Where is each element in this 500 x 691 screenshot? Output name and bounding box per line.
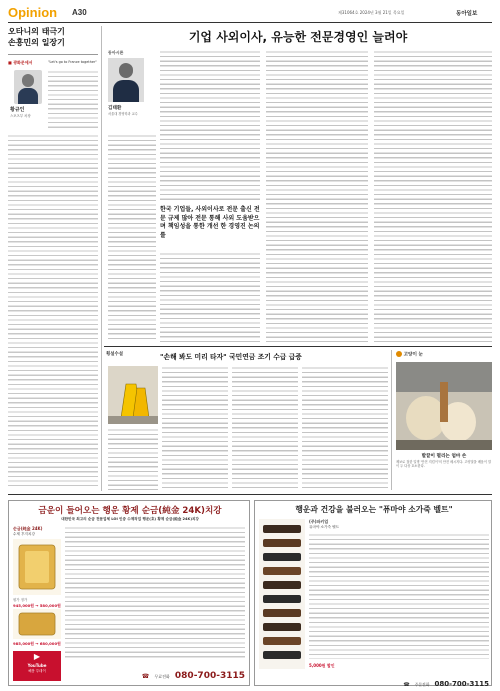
column-body <box>48 70 98 130</box>
ad-left-sub: 대한민국 최고의 순금 전문업체 LOI 인증 수제작업 행운(호) 황제 순금(純金 24K)치강 <box>61 517 199 521</box>
story-col-2 <box>232 366 298 490</box>
ad-right-price-note: 5,000원 할인 <box>309 663 335 668</box>
editorial-col-3 <box>374 50 492 342</box>
left-column <box>8 26 98 491</box>
col-label: 동아시론 <box>108 50 124 55</box>
ad-left-headline: 금운이 들어오는 행운 황제 순금(純金 24K)치강 <box>38 506 222 516</box>
belt-product-image <box>259 519 305 669</box>
issue-info: 제31064호 2024년 3월 21일 목요일 <box>338 10 405 15</box>
intro-line: "Let's go to France together" <box>48 60 97 64</box>
ad-left-phone-label: 무료전화 <box>154 674 170 679</box>
ad-left-price-2: 985,000원 → 680,000원 <box>13 641 61 646</box>
story-col-3 <box>302 366 388 490</box>
paper-name: 동아일보 <box>456 11 478 17</box>
editorial-author-role: 서울대 경영학과 교수 <box>108 112 138 116</box>
editorial-headline: 기업 사외이사, 유능한 전문경영인 늘려야 <box>188 30 408 44</box>
ad-right-body <box>309 533 489 659</box>
story-headline: "손해 봐도 미리 타자" 국민연금 조기 수급 급증 <box>160 353 302 361</box>
phone-icon: ☎ <box>141 673 150 680</box>
play-icon: ▶ <box>33 652 41 661</box>
editorial-author-block <box>108 50 156 130</box>
right-photo <box>396 362 492 450</box>
editorial-author-name: 김태환 <box>108 106 122 111</box>
ad-left-product-sub: 수제 후지치강 <box>13 532 35 536</box>
story-kicker: 횡설수설 <box>106 352 123 357</box>
story-photo <box>108 366 158 424</box>
ad-left-price-line: 원가 정가 <box>13 598 28 602</box>
series-title: 오타니의 태극기 <box>8 27 65 36</box>
bullet-icon: ■ <box>8 60 12 65</box>
editorial-col-1b <box>108 134 156 342</box>
right-label: 고양이 눈 <box>396 351 423 358</box>
ad-right-order-phone: 080-700-3115 <box>434 680 489 688</box>
masthead-rule <box>8 22 492 23</box>
series-subtitle: 손흥민의 일장기 <box>8 38 65 47</box>
ad-right-sub: (주)파키업 <box>309 519 329 524</box>
byline-name: 황규인 <box>10 107 25 113</box>
right-caption-title: 발끝이 떨리는 엄마 손 <box>421 454 467 459</box>
story-col-1 <box>162 366 228 490</box>
ad-left-product-label: 순금(純金 24K) <box>13 526 43 531</box>
ad-left-body <box>65 526 245 658</box>
page-number: A30 <box>72 8 87 17</box>
phone-icon: ☎ <box>403 682 410 688</box>
editorial-author-photo <box>108 58 144 102</box>
editorial-col-1 <box>160 50 260 200</box>
section-logo: Opinion <box>8 5 58 20</box>
ad-left-phone-block <box>65 663 245 681</box>
corner-label: ■ 광화문에서 <box>8 60 33 65</box>
ad-left <box>8 500 250 686</box>
ad-right-phone-block <box>309 671 489 688</box>
editorial-col-2 <box>266 50 368 342</box>
editorial-col-1c <box>160 252 260 342</box>
right-caption-body: 제보로 접한 일명 '안전 지킴이'의 안전 메시지다. 고양열을 배움이 말이 두 다상 호소한다. <box>396 460 492 469</box>
ad-left-price-1: 945,000원 → 580,000원 <box>13 603 61 608</box>
ad-right-sub2: 퓨마야 소가죽 벨트 <box>309 525 340 529</box>
editorial-pull-quote: 한국 기업들, 사외이사로 전문 출신 전문 규제 많아 전문 통해 사외 도움받으며 책임성을 통한 개선 한 경영진 논의를 <box>160 206 260 239</box>
cat-eye-icon <box>396 351 402 357</box>
gold-product-image <box>13 539 61 595</box>
ad-right <box>254 500 492 686</box>
masthead <box>8 6 492 20</box>
author-photo <box>14 70 42 104</box>
youtube-badge: ▶ YouTube 해봄 투데이 <box>13 651 61 681</box>
ad-right-headline: 행운과 건강을 불러오는 "퓨마야 소가죽 벨트" <box>295 505 453 514</box>
gold-product-image-2 <box>13 609 61 639</box>
byline-role: 스포츠부 차장 <box>10 114 31 118</box>
column-body-lower <box>8 134 98 489</box>
story-col-0 <box>108 428 158 490</box>
ad-right-order-label: 주문전화 <box>414 682 430 687</box>
ad-left-phone: 080-700-3115 <box>174 671 245 681</box>
